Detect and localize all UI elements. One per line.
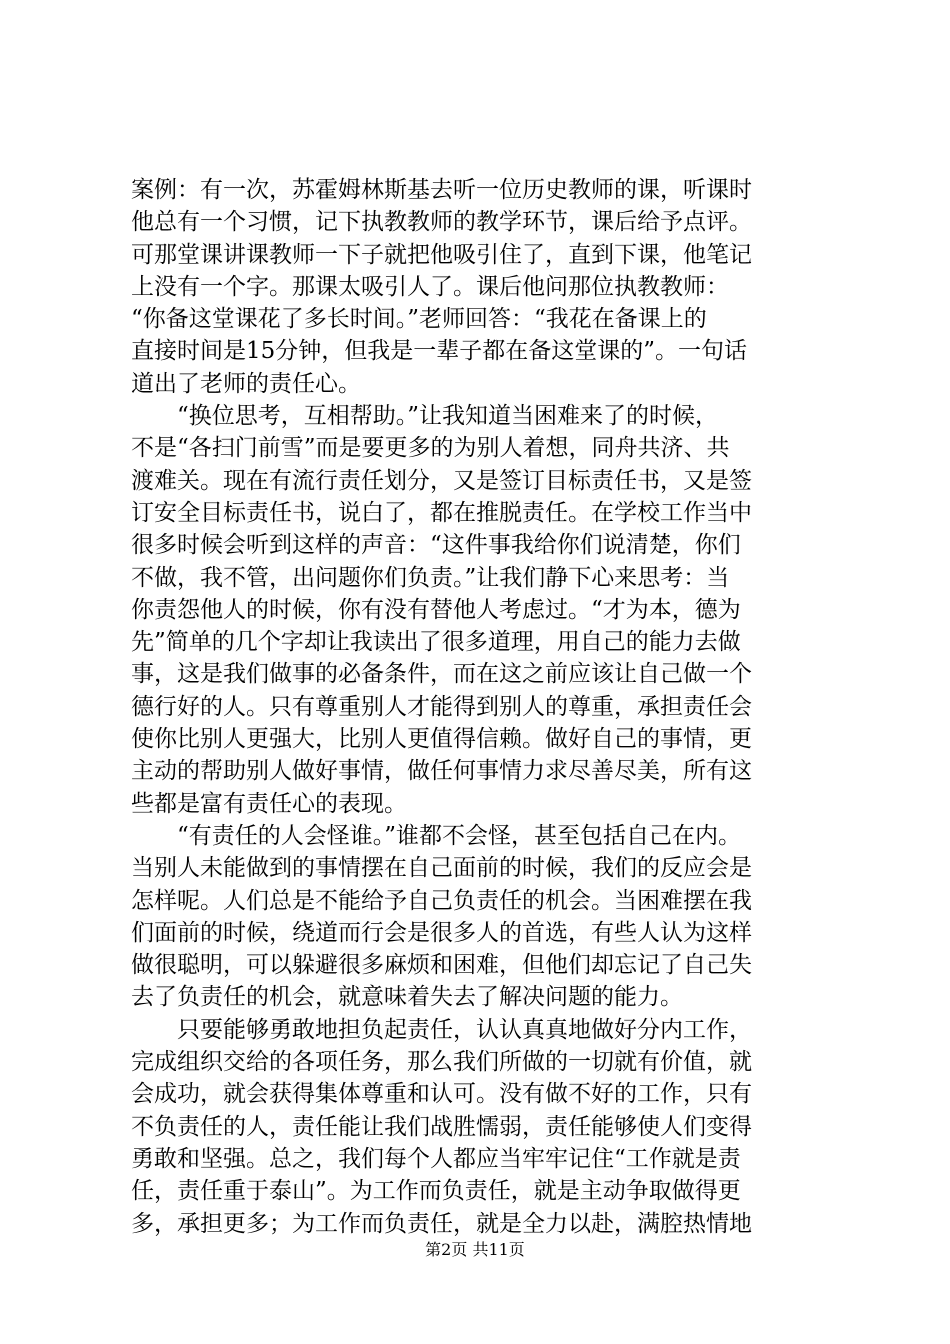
text-line: 做很聪明，可以躲避很多麻烦和困难，但他们却忘记了自己失: [131, 952, 752, 979]
text-line: 主动的帮助别人做好事情，做任何事情力求尽善尽美，所有这: [131, 758, 752, 785]
text-line: 只要能够勇敢地担负起责任，认认真真地做好分内工作，: [177, 1016, 752, 1043]
text-line: 当别人未能做到的事情摆在自己面前的时候，我们的反应会是: [131, 855, 752, 882]
text-line: 不做，我不管，出问题你们负责。”让我们静下心来思考：当: [131, 564, 730, 591]
text-line: 订安全目标责任书，说白了，都在推脱责任。在学校工作当中: [131, 499, 752, 526]
text-line: 案例：有一次，苏霍姆林斯基去听一位历史教师的课，听课时: [131, 177, 752, 203]
text-line: 些都是富有责任心的表现。: [131, 790, 407, 817]
text-line: 很多时候会听到这样的声音：“这件事我给你们说清楚，你们: [131, 532, 741, 559]
text-line: 勇敢和坚强。总之，我们每个人都应当牢牢记住“工作就是责: [131, 1145, 741, 1172]
text-line: 去了负责任的机会，就意味着失去了解决问题的能力。: [131, 984, 683, 1011]
text-line: 上没有一个字。那课太吸引人了。课后他问那位执教教师：: [131, 273, 729, 300]
text-line: 事，这是我们做事的必备条件，而在这之前应该让自己做一个: [131, 661, 752, 688]
text-line: 直接时间是15分钟，但我是一辈子都在备这堂课的”。一句话: [131, 338, 748, 365]
text-line: “换位思考，互相帮助。”让我知道当困难来了的时候，: [177, 403, 719, 430]
text-line: 怎样呢。人们总是不能给予自己负责任的机会。当困难摆在我: [131, 887, 752, 914]
paragraph: [131, 1014, 827, 1240]
page-footer: 第2页 共11页: [425, 1240, 525, 1259]
paragraph: [131, 820, 827, 1014]
text-line: 使你比别人更强大，比别人更值得信赖。做好自己的事情，更: [131, 726, 752, 753]
text-line: 你责怨他人的时候，你有没有替他人考虑过。“才为本，德为: [131, 596, 741, 623]
text-line: 会成功，就会获得集体尊重和认可。没有做不好的工作，只有: [131, 1081, 752, 1108]
text-line: 完成组织交给的各项任务，那么我们所做的一切就有价值，就: [131, 1049, 752, 1076]
text-line: 不是“各扫门前雪”而是要更多的为别人着想，同舟共济、共: [131, 435, 730, 462]
text-line: 多，承担更多；为工作而负责任，就是全力以赴，满腔热情地: [131, 1210, 752, 1237]
body-text: [131, 174, 827, 1240]
text-line: 道出了老师的责任心。: [131, 370, 361, 397]
text-line: 不负责任的人，责任能让我们战胜懦弱，责任能够使人们变得: [131, 1113, 752, 1140]
text-line: 渡难关。现在有流行责任划分，又是签订目标责任书，又是签: [131, 467, 752, 494]
text-line: 可那堂课讲课教师一下子就把他吸引住了，直到下课，他笔记: [131, 241, 752, 268]
text-line: “你备这堂课花了多长时间。”老师回答：“我花在备课上的: [131, 306, 707, 333]
text-line: 们面前的时候，绕道而行会是很多人的首选，有些人认为这样: [131, 919, 752, 946]
text-line: 德行好的人。只有尊重别人才能得到别人的尊重，承担责任会: [131, 693, 752, 720]
text-line: 先”简单的几个字却让我读出了很多道理，用自己的能力去做: [131, 629, 741, 656]
text-line: 他总有一个习惯，记下执教教师的教学环节，课后给予点评。: [131, 209, 752, 236]
paragraph: [131, 174, 827, 400]
text-line: 任，责任重于泰山”。为工作而负责任，就是主动争取做得更: [131, 1178, 741, 1205]
paragraph: [131, 400, 827, 820]
text-line: “有责任的人会怪谁。”谁都不会怪，甚至包括自己在内。: [177, 822, 742, 849]
